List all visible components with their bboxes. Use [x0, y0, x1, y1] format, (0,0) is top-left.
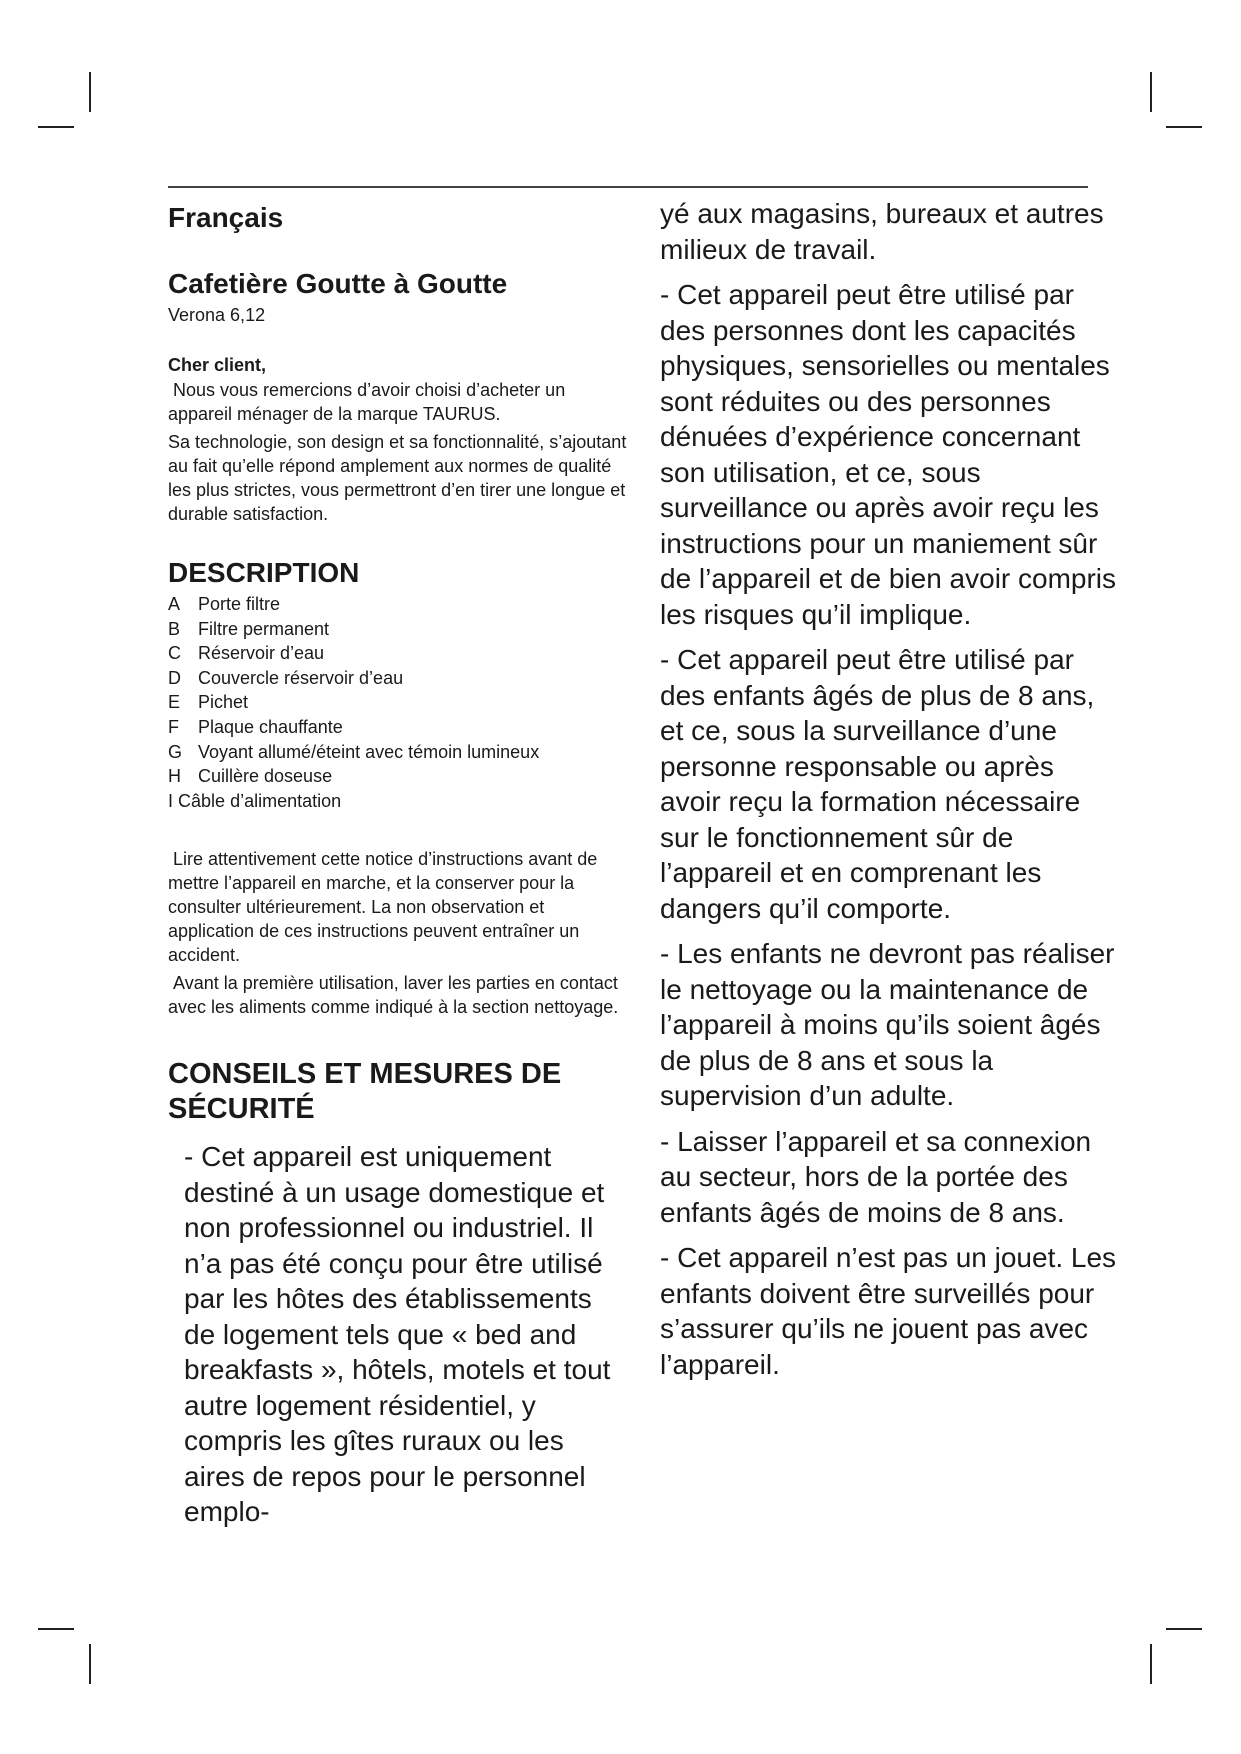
safety-bullet-4: - Les enfants ne devront pas réaliser le nettoyage ou la maintenance de l’appareil à moins qu’ils soient âgés de plus de 8 ans et sous la supervision d’un adulte.: [660, 938, 1115, 1111]
list-item: [168, 740, 628, 765]
greeting: Cher client,: [168, 355, 267, 375]
crop-mark-bottom-right-horizontal: [1166, 1628, 1202, 1630]
item-label: Plaque chauffante: [198, 716, 343, 737]
item-letter: B: [168, 618, 181, 639]
crop-mark-bottom-right-vertical: [1150, 1644, 1152, 1684]
list-item: [168, 789, 628, 814]
item-letter: E: [168, 692, 181, 713]
description-title: DESCRIPTION: [168, 557, 360, 588]
safety-title: CONSEILS ET MESURES DE SÉCURITÉ: [168, 1058, 562, 1126]
safety-bullet-5: - Laisser l’appareil et sa connexion au secteur, hors de la portée des enfants âgés de moins de 8 ans.: [660, 1125, 1092, 1228]
list-item: [168, 641, 628, 666]
crop-mark-bottom-left-horizontal: [38, 1628, 74, 1630]
description-list: [168, 592, 628, 813]
item-letter: F: [168, 716, 179, 737]
crop-mark-top-left-horizontal: [38, 126, 74, 128]
item-label: Cuillère doseuse: [198, 766, 333, 787]
item-label: Pichet: [198, 692, 249, 713]
list-item: [168, 690, 628, 715]
left-column: [168, 198, 628, 1530]
notice-paragraph-2: Avant la première utilisation, laver les parties en contact avec les aliments comme indiqué à la section nettoyage.: [168, 973, 623, 1018]
language-heading: Français: [168, 202, 284, 233]
model-name: Verona 6,12: [168, 305, 266, 325]
list-item: [168, 666, 628, 691]
crop-mark-bottom-left-vertical: [89, 1644, 91, 1684]
item-letter: C: [168, 643, 181, 664]
product-title: Cafetière Goutte à Goutte: [168, 268, 508, 299]
list-item: [168, 764, 628, 789]
item-label: Couvercle réservoir d’eau: [198, 667, 404, 688]
item-letter: I: [168, 790, 174, 811]
safety-bullet-3: - Cet appareil peut être utilisé par des enfants âgés de plus de 8 ans, et ce, sous la surveillance d’une personne responsable ou après avoir reçu la formation nécessaire sur le fonctionnement sûr de l’appareil et en comprenant les dangers qu’il comporte.: [660, 644, 1095, 924]
item-label: Porte filtre: [198, 594, 281, 614]
item-label: Câble d’alimentation: [178, 790, 342, 811]
safety-bullet-1: - Cet appareil est uniquement destiné à un usage domestique et non professionnel ou industriel. Il n’a pas été conçu pour être utilisé par les hôtes des établissements de logement tels que « bed and breakfasts », hôtels, motels et tout autre logement résidentiel, y compris les gîtes ruraux ou les aires de repos pour le personnel emplo-: [184, 1141, 611, 1528]
list-item: [168, 715, 628, 740]
notice-block: [168, 847, 628, 1019]
safety-bullet-2: - Cet appareil peut être utilisé par des personnes dont les capacités physiques, sensorielles ou mentales sont réduites ou des personnes dénuées d’expérience concernant son utilisation, et ce, sous surveillance ou après avoir reçu les instructions pour un maniement sûr de l’appareil et de bien avoir compris les risques qu’il implique.: [660, 279, 1117, 630]
item-letter: D: [168, 667, 181, 688]
crop-mark-top-right-vertical: [1150, 72, 1152, 112]
item-label: Réservoir d’eau: [198, 643, 325, 664]
item-letter: G: [168, 741, 183, 762]
item-letter: A: [168, 594, 181, 614]
notice-paragraph-1: Lire attentivement cette notice d’instructions avant de mettre l’appareil en marche, et la conserver pour la consulter ultérieurement. La non observation et application de ces instructions peuvent entraîner un accident.: [168, 849, 603, 966]
header-rule: [168, 186, 1088, 188]
list-item: [168, 592, 628, 617]
crop-mark-top-right-horizontal: [1166, 126, 1202, 128]
item-letter: H: [168, 766, 181, 787]
intro-paragraph-2: Sa technologie, son design et sa fonctionnalité, s’ajoutant au fait qu’elle répond amplement aux normes de qualité les plus strictes, vous permettront d’en tirer une longue et durable satisfaction.: [168, 432, 627, 524]
right-column: [660, 196, 1120, 1382]
list-item: [168, 617, 628, 642]
item-label: Filtre permanent: [198, 618, 330, 639]
safety-bullet-1-continued: yé aux magasins, bureaux et autres milieux de travail.: [660, 198, 1104, 265]
crop-mark-top-left-vertical: [89, 72, 91, 112]
safety-bullet-6: - Cet appareil n’est pas un jouet. Les enfants doivent être surveillés pour s’assurer qu’ils ne jouent pas avec l’appareil.: [660, 1242, 1117, 1380]
intro-paragraph-1: Nous vous remercions d’avoir choisi d’acheter un appareil ménager de la marque TAURUS.: [168, 380, 571, 424]
item-label: Voyant allumé/éteint avec témoin lumineux: [198, 741, 540, 762]
